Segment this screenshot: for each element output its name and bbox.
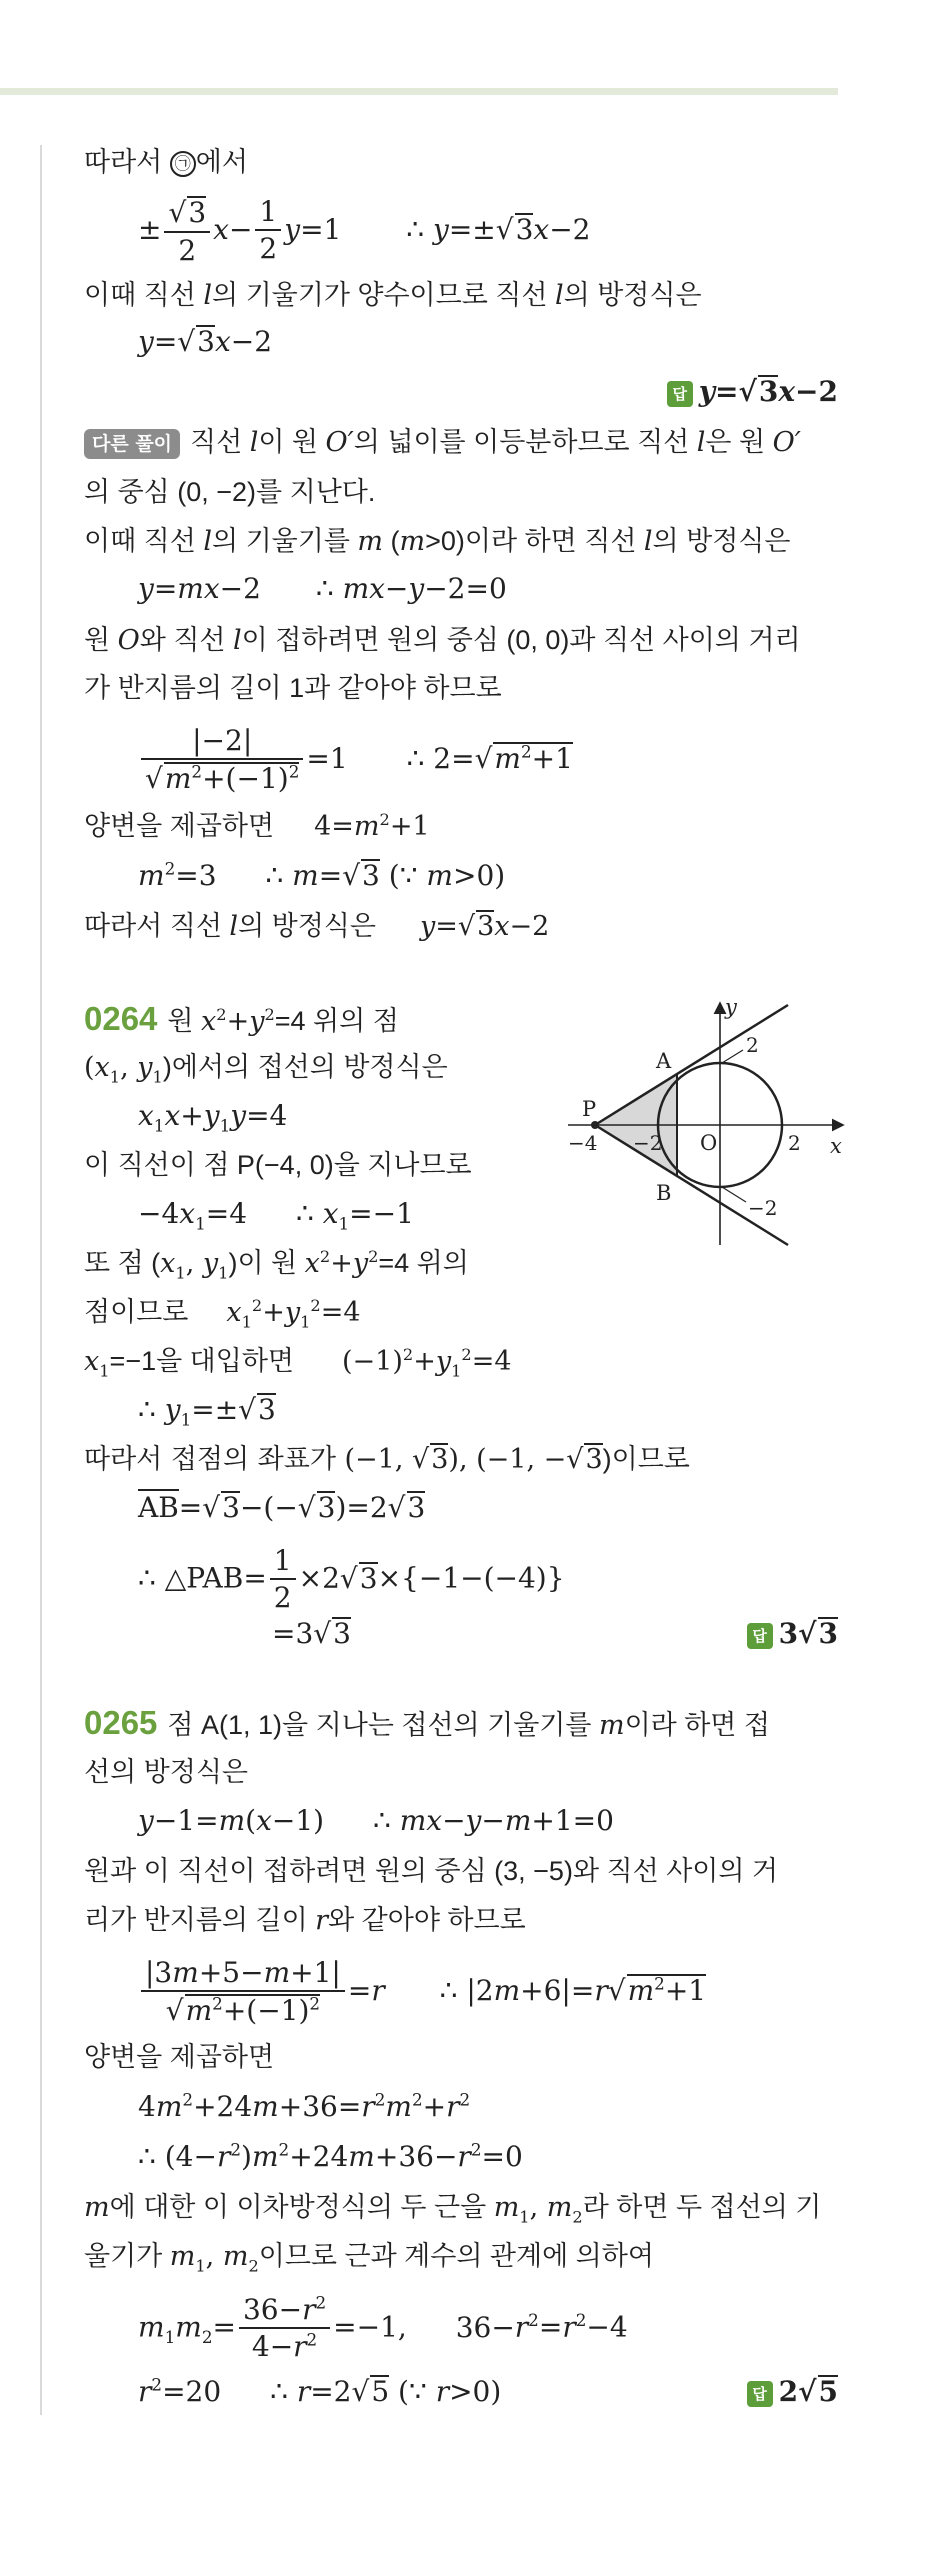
text-line: 이때 직선 l의 기울기를 m (m>0)이라 하면 직선 l의 방정식은 [84,526,791,557]
label-p: P [582,1097,597,1121]
text-line: $x_1=-1$을 대입하면 $(-1)^2+y_1^2=4$ [84,1345,512,1381]
fraction: $\frac{|-2|}{√m^2+(-1)^2}$ [141,726,303,795]
equation: y=√3x−2 [138,325,273,358]
tick-label: −2 [633,1131,663,1155]
text-line: 따라서 직선 l의 방정식은 y=√3x−2 [84,911,550,942]
text-line: 다른 풀이 직선 l이 원 O′의 넓이를 이등분하므로 직선 l은 원 O′ [84,422,801,463]
fraction: $\frac{|3m+5-m+1|}{√m^2+(-1)^2}$ [141,1958,345,2027]
text-line: 울기가 $m_1$, $m_2$이므로 근과 계수의 관계에 의하여 [84,2241,654,2276]
text-line: 0265 점 A(1, 1)을 지나는 접선의 기울기를 m이라 하면 접 [84,1704,770,1741]
fraction: $\frac{√3}{2}$ [164,196,210,267]
text: 에서 [195,147,248,177]
label-b: B [656,1181,672,1205]
answer-line: 답 3√3 [747,1614,838,1654]
tick-label: 2 [788,1131,801,1155]
equation: ∴ $(4-r^2)m^2+24m+36-r^2=0$ [138,2139,523,2173]
tangent-line-lower [595,1125,788,1245]
alt-solution-badge: 다른 풀이 [84,429,180,459]
equation: y−1=m(x−1) ∴ mx−y−m+1=0 [138,1804,614,1837]
equation: ∴ △PAB= $\frac{1}{2}$ ×2√3×{−1−(−4)} [138,1544,565,1614]
equation: y=mx−2 ∴ mx−y−2=0 [138,572,507,605]
text-line: 가 반지름의 길이 1과 같아야 하므로 [84,673,502,703]
equation: $m^2=3$ ∴ m=√3 (∵ m>0) [138,858,506,892]
text: 따라서 [84,147,170,177]
text-line: 또 점 ($x_1$, $y_1$)이 원 $x^2+y^2=4$ 위의 [84,1247,469,1283]
answer-line: 답 y=√3x−2 [667,372,838,412]
equation: =3√3 [272,1617,351,1650]
equation: ∴ $y_1=\pm√3$ [138,1393,276,1430]
tick-label: −4 [568,1131,598,1155]
text-line: 원과 이 직선이 접하려면 원의 중심 (3, −5)와 직선 사이의 거 [84,1856,779,1886]
text-line: 양변을 제곱하면 $4=m^2+1$ [84,810,430,842]
answer-line: 답 2√5 [747,2372,838,2412]
label-a: A [656,1049,672,1073]
text-line: 양변을 제곱하면 [84,2042,275,2072]
point-p [591,1121,599,1129]
answer-badge: 답 [667,381,693,407]
equation: $-4x_1=4$ ∴ $x_1=-1$ [138,1197,414,1234]
text-line: 따라서 접점의 좌표가 (−1, √3), (−1, −√3)이므로 [84,1444,690,1475]
equation: $4m^2+24m+36=r^2m^2+r^2$ [138,2089,471,2123]
equation: ± $\frac{√3}{2}$ x− $\frac{1}{2}$ y=1 ∴ y=±√3x−2 [138,195,591,267]
tangent-line-upper [595,1005,788,1125]
text-line: 리가 반지름의 길이 r와 같아야 하므로 [84,1905,526,1936]
text-line: 이때 직선 l의 기울기가 양수이므로 직선 l의 방정식은 [84,280,702,311]
text-line: 원 O와 직선 l이 접하려면 원의 중심 (0, 0)과 직선 사이의 거리 [84,625,801,656]
equation: $r^2=20$ ∴ r=2√5 (∵ r>0) [138,2374,502,2408]
fraction: $\frac{1}{2}$ [255,197,281,265]
margin-line [40,145,42,2415]
answer-badge: 답 [747,1623,773,1649]
text-line: 의 중심 (0, −2)를 지난다. [84,477,376,507]
equation: $\frac{|3m+5-m+1|}{√m^2+(-1)^2}$ =r ∴ $|2m+6|=r√m^2+1$ [138,1958,706,2027]
top-rule [0,88,838,95]
tick-label: −2 [748,1196,778,1220]
text-line: 0264 원 $x^2+y^2=4$ 위의 점 [84,1000,399,1037]
equation: AB=√3−(−√3)=2√3 [138,1491,426,1524]
tangent-diagram [548,990,848,1250]
circled-ga-icon: ㉠ [170,151,196,177]
problem-number: 0264 [84,1000,158,1037]
text-line: 점이므로 $x_1^2+y_1^2=4$ [84,1296,361,1332]
fraction: $\frac{1}{2}$ [270,1546,296,1614]
equation: $\frac{|-2|}{√m^2+(-1)^2}$ =1 ∴ $2=√m^2+1$ [138,726,573,795]
text-line: 이 직선이 점 P(−4, 0)을 지나므로 [84,1150,472,1180]
y-axis-label: y [725,995,737,1019]
equation: $m_1m_2=$ $\frac{36-r^2}{4-r^2}$ =−1, $36-r^2=r^2-4$ [138,2292,628,2363]
label-origin: O [700,1131,718,1155]
fraction: $\frac{36-r^2}{4-r^2}$ [239,2295,330,2363]
problem-number: 0265 [84,1704,158,1741]
text-line: ($x_1$, $y_1$)에서의 접선의 방정식은 [84,1052,448,1087]
tick-label: 2 [746,1033,759,1057]
answer-badge: 답 [747,2381,773,2407]
text-line: m에 대한 이 이차방정식의 두 근을 $m_1$, $m_2$라 하면 두 접선의 기 [84,2192,822,2227]
text-line: 선의 방정식은 [84,1757,248,1787]
text-line [84,142,248,182]
x-axis-label: x [830,1134,842,1158]
equation: $x_1x+y_1y=4$ [138,1099,288,1136]
